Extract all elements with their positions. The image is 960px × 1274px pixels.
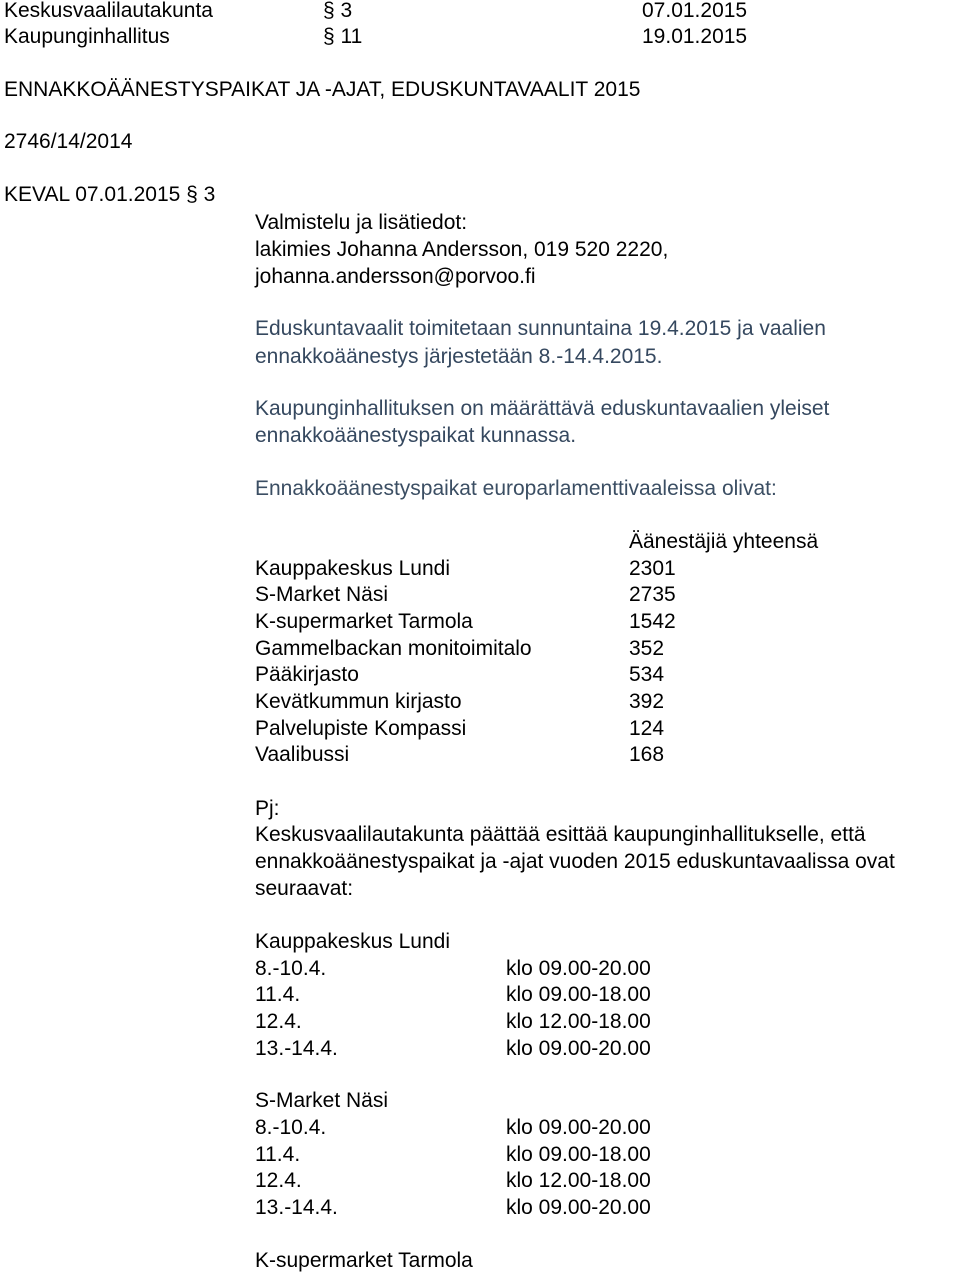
table-row-place: Vaalibussi: [255, 743, 350, 766]
prep-email: johanna.andersson@porvoo.fi: [255, 265, 536, 288]
schedule-time: klo 12.00-18.00: [506, 1169, 651, 1192]
table-row-count: 1542: [629, 610, 676, 633]
header-section-1: § 3: [323, 0, 353, 22]
table-row-place: Kevätkummun kirjasto: [255, 690, 462, 713]
schedule-time: klo 09.00-18.00: [506, 1143, 651, 1166]
header-body-1: Keskusvaalilautakunta: [4, 0, 213, 22]
case-number: 2746/14/2014: [4, 130, 133, 153]
paragraph-2-line-2: ennakkoäänestyspaikat kunnassa.: [255, 424, 577, 447]
paragraph-3: Ennakkoäänestyspaikat europarlamenttivaaleissa olivat:: [255, 477, 777, 500]
proposal-line-3: seuraavat:: [255, 877, 354, 900]
schedule-time: klo 09.00-18.00: [506, 983, 651, 1006]
schedule-date: 13.-14.4.: [255, 1037, 338, 1060]
proposal-line-1: Keskusvaalilautakunta päättää esittää kaupunginhallitukselle, että: [255, 823, 866, 846]
header-date-1: 07.01.2015: [642, 0, 748, 22]
header-section-2: § 11: [323, 25, 363, 48]
keval-line: KEVAL 07.01.2015 § 3: [4, 183, 216, 206]
schedule-place: Kauppakeskus Lundi: [255, 930, 450, 953]
paragraph-2-line-1: Kaupunginhallituksen on määrättävä eduskuntavaalien yleiset: [255, 397, 830, 420]
proposal-label: Pj:: [255, 797, 280, 820]
schedule-date: 12.4.: [255, 1010, 302, 1033]
schedule-date: 8.-10.4.: [255, 1116, 327, 1139]
table-row-place: Pääkirjasto: [255, 663, 359, 686]
schedule-date: 13.-14.4.: [255, 1196, 338, 1219]
paragraph-1-line-2: ennakkoäänestys järjestetään 8.-14.4.2015.: [255, 345, 663, 368]
table-row-place: S-Market Näsi: [255, 583, 389, 606]
proposal-line-2: ennakkoäänestyspaikat ja -ajat vuoden 2015 eduskuntavaalissa ovat: [255, 850, 895, 873]
table-row-place: Kauppakeskus Lundi: [255, 557, 450, 580]
schedule-time: klo 09.00-20.00: [506, 1196, 651, 1219]
schedule-date: 11.4.: [255, 983, 301, 1006]
table-row-place: Gammelbackan monitoimitalo: [255, 637, 532, 660]
table-row-place: Palvelupiste Kompassi: [255, 717, 467, 740]
table-row-count: 2301: [629, 557, 676, 580]
schedule-time: klo 12.00-18.00: [506, 1010, 651, 1033]
schedule-place: K-supermarket Tarmola: [255, 1249, 473, 1272]
schedule-time: klo 09.00-20.00: [506, 957, 651, 980]
schedule-date: 12.4.: [255, 1169, 302, 1192]
table-row-count: 124: [629, 717, 665, 740]
header-date-2: 19.01.2015: [642, 25, 748, 48]
document-title: ENNAKKOÄÄNESTYSPAIKAT JA -AJAT, EDUSKUNTAVAALIT 2015: [4, 78, 641, 101]
table-row-count: 352: [629, 637, 665, 660]
table-row-place: K-supermarket Tarmola: [255, 610, 473, 633]
schedule-date: 8.-10.4.: [255, 957, 327, 980]
header-body-2: Kaupunginhallitus: [4, 25, 170, 48]
voters-table-header: Äänestäjiä yhteensä: [629, 530, 819, 553]
table-row-count: 168: [629, 743, 665, 766]
schedule-date: 11.4.: [255, 1143, 301, 1166]
table-row-count: 534: [629, 663, 665, 686]
schedule-time: klo 09.00-20.00: [506, 1037, 651, 1060]
prep-contact: lakimies Johanna Andersson, 019 520 2220,: [255, 238, 669, 261]
schedule-time: klo 09.00-20.00: [506, 1116, 651, 1139]
paragraph-1-line-1: Eduskuntavaalit toimitetaan sunnuntaina 19.4.2015 ja vaalien: [255, 317, 826, 340]
table-row-count: 392: [629, 690, 665, 713]
schedule-place: S-Market Näsi: [255, 1089, 389, 1112]
prep-heading: Valmistelu ja lisätiedot:: [255, 211, 468, 234]
table-row-count: 2735: [629, 583, 676, 606]
